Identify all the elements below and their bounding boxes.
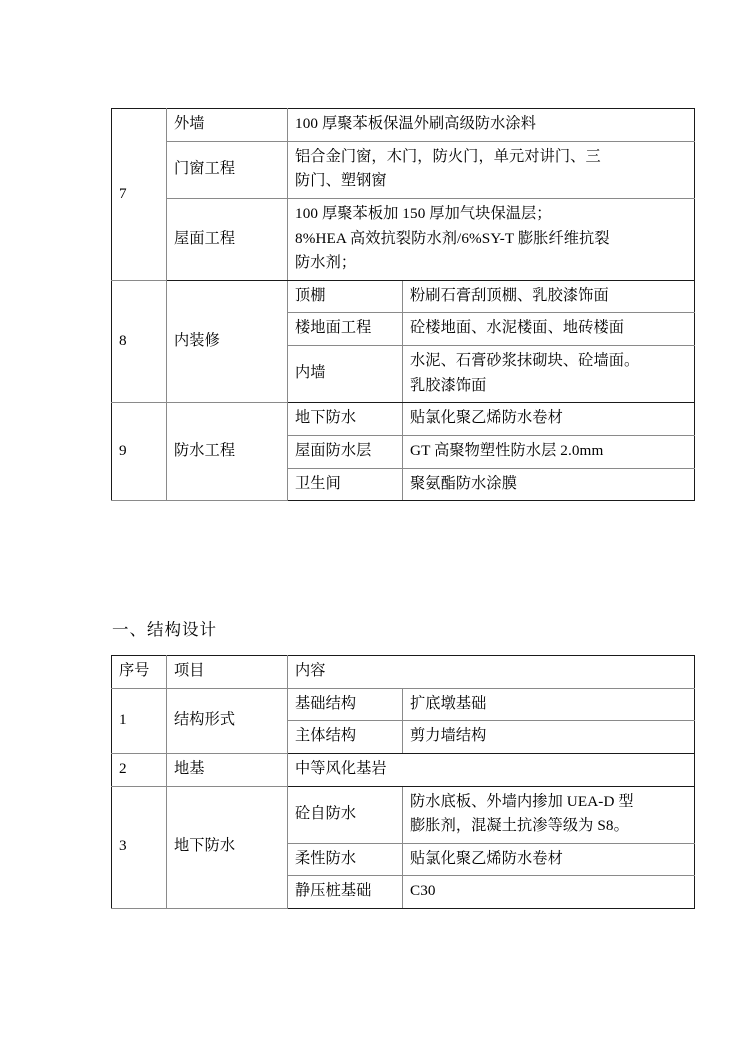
row-subitem-cell: 主体结构 (288, 721, 403, 754)
table-row (112, 141, 695, 198)
decoration-table (111, 108, 695, 501)
content-line: C30 (410, 882, 436, 900)
row-item-cell: 地基 (167, 753, 288, 786)
content-line: 铝合金门窗，木门，防火门，单元对讲门、三 (295, 147, 601, 165)
row-content-cell (288, 141, 695, 198)
content-line: 防水底板、外墙内掺加 UEA-D 型 (410, 792, 634, 810)
content-line: 聚氨酯防水涂膜 (410, 474, 518, 492)
content-line: 砼楼地面、水泥楼面、地砖楼面 (410, 319, 625, 337)
table-row (112, 403, 695, 436)
row-subitem-cell: 基础结构 (288, 688, 403, 721)
content-line: 膨胀剂，混凝土抗渗等级为 S8。 (410, 817, 629, 835)
table-row (112, 198, 695, 280)
row-content-cell (403, 786, 695, 843)
content-line: 100 厚聚苯板保温外刷高级防水涂料 (295, 115, 537, 132)
row-index-cell: 8 (112, 280, 167, 403)
structure-table (111, 655, 695, 909)
section-heading-structure-design: 一、结构设计 (112, 620, 217, 639)
row-content-cell (403, 876, 695, 909)
row-content-cell (288, 198, 695, 280)
row-content-cell (403, 468, 695, 501)
content-line: 扩底墩基础 (410, 694, 487, 712)
row-content-cell (403, 403, 695, 436)
row-index-cell: 2 (112, 753, 167, 786)
row-content-cell (403, 843, 695, 876)
row-item-cell: 结构形式 (167, 688, 288, 753)
row-content-cell (288, 109, 695, 142)
row-subitem-cell: 楼地面工程 (288, 313, 403, 346)
table-row (112, 753, 695, 786)
row-content-cell (403, 313, 695, 346)
content-line: 防水剂； (295, 254, 357, 272)
row-subitem-cell: 顶棚 (288, 280, 403, 313)
row-subitem-cell: 地下防水 (288, 403, 403, 436)
row-subitem-cell: 卫生间 (288, 468, 403, 501)
row-content-cell (403, 688, 695, 721)
row-index-cell: 1 (112, 688, 167, 753)
row-item-cell: 内装修 (167, 280, 288, 403)
column-header-index: 序号 (112, 656, 167, 689)
row-item-cell: 地下防水 (167, 786, 288, 909)
table-header-row (112, 656, 695, 689)
row-subitem-cell: 内墙 (288, 346, 403, 403)
column-header-item: 项目 (167, 656, 288, 689)
row-subitem-cell: 砼自防水 (288, 786, 403, 843)
table-row (112, 688, 695, 721)
content-line: 水泥、石膏砂浆抹砌块、砼墙面。 (410, 352, 640, 369)
row-subitem-cell: 屋面防水层 (288, 435, 403, 468)
content-line: 8%HEA 高效抗裂防水剂/6%SY-T 膨胀纤维抗裂 (295, 229, 610, 247)
row-subitem-cell: 屋面工程 (167, 198, 288, 280)
content-line: 贴氯化聚乙烯防水卷材 (410, 409, 563, 427)
column-header-content: 内容 (288, 656, 695, 689)
table-row (112, 109, 695, 142)
content-line: 防门、塑钢窗 (295, 172, 387, 190)
table-row (112, 786, 695, 843)
row-item-cell: 防水工程 (167, 403, 288, 501)
row-index-cell: 7 (112, 109, 167, 281)
content-line: 贴氯化聚乙烯防水卷材 (410, 849, 563, 867)
row-index-cell: 3 (112, 786, 167, 909)
row-content-cell: 中等风化基岩 (288, 753, 695, 786)
row-subitem-cell: 外墙 (167, 109, 288, 142)
row-subitem-cell: 门窗工程 (167, 141, 288, 198)
content-line: GT 高聚物塑性防水层 2.0mm (410, 441, 604, 459)
row-subitem-cell: 柔性防水 (288, 843, 403, 876)
row-content-cell (403, 280, 695, 313)
row-content-cell (403, 435, 695, 468)
row-content-cell (403, 721, 695, 754)
table-row (112, 280, 695, 313)
content-line: 100 厚聚苯板加 150 厚加气块保温层； (295, 204, 552, 222)
content-line: 粉刷石膏刮顶棚、乳胶漆饰面 (410, 286, 609, 304)
row-content-cell (403, 346, 695, 403)
content-line: 乳胶漆饰面 (410, 376, 487, 394)
row-index-cell: 9 (112, 403, 167, 501)
row-subitem-cell: 静压桩基础 (288, 876, 403, 909)
content-line: 剪力墙结构 (410, 727, 487, 745)
